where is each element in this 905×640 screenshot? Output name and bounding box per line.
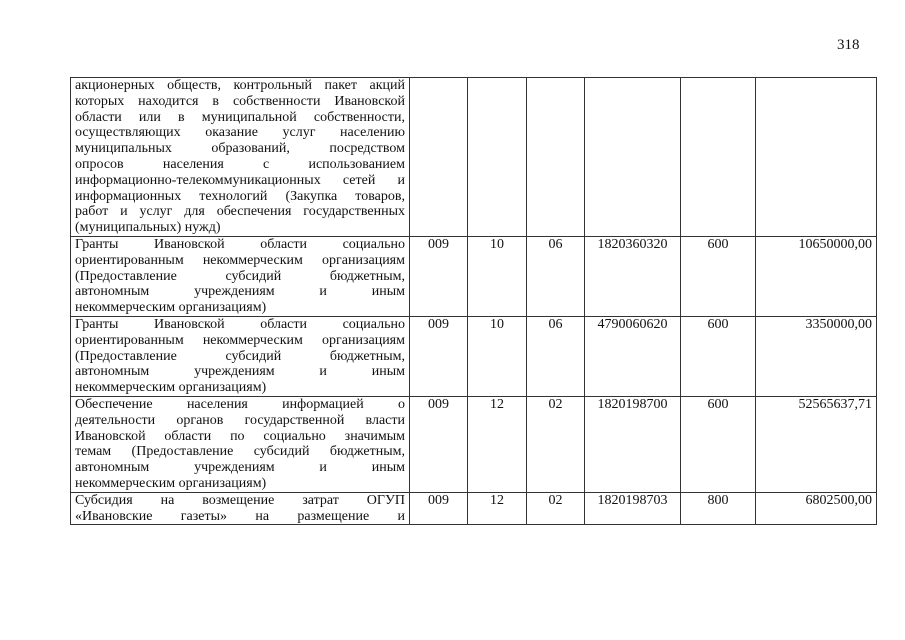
- section-code: 10: [468, 316, 527, 396]
- description-line: информационно-телекоммуникационных сетей и: [75, 172, 405, 188]
- target-article-code: 1820198700: [585, 396, 681, 492]
- subsection-code: [527, 78, 585, 237]
- expense-type-code: [681, 78, 756, 237]
- description-line: темам (Предоставление субсидий бюджетным,: [75, 444, 405, 460]
- description-line: некоммерческим организациям): [75, 380, 267, 396]
- table-row: [71, 78, 877, 237]
- description-line: опросов населения с использованием: [75, 156, 405, 172]
- section-code: 10: [468, 236, 527, 316]
- description-line: работ и услуг для обеспечения государственных: [75, 204, 405, 220]
- budget-table: [70, 77, 877, 525]
- subsection-code: 02: [527, 396, 585, 492]
- description-line: (Предоставление субсидий бюджетным,: [75, 268, 405, 284]
- target-article-code: 1820360320: [585, 236, 681, 316]
- ministry-code: 009: [410, 236, 468, 316]
- ministry-code: 009: [410, 316, 468, 396]
- table-row: [71, 492, 877, 525]
- description-line: осуществляющих оказание услуг населению: [75, 125, 405, 141]
- description-line: акционерных обществ, контрольный пакет акций: [75, 78, 405, 93]
- description-line: которых находится в собственности Ивановской: [75, 93, 405, 109]
- table-row: [71, 236, 877, 316]
- row-description: [71, 316, 410, 396]
- row-description: [71, 236, 410, 316]
- target-article-code: 1820198703: [585, 492, 681, 525]
- amount-value: 6802500,00: [756, 492, 877, 525]
- description-line: ориентированным некоммерческим организациям: [75, 332, 405, 348]
- table-row: [71, 316, 877, 396]
- description-line: автономным учреждениям и иным: [75, 284, 405, 300]
- description-line: (Предоставление субсидий бюджетным,: [75, 348, 405, 364]
- page-number: 318: [837, 37, 860, 53]
- expense-type-code: 800: [681, 492, 756, 525]
- amount-value: 10650000,00: [756, 236, 877, 316]
- row-description: [71, 396, 410, 492]
- description-line: Обеспечение населения информацией о: [75, 396, 405, 412]
- section-code: 12: [468, 396, 527, 492]
- table-row: [71, 396, 877, 492]
- description-line: муниципальных образований, посредством: [75, 141, 405, 157]
- section-code: 12: [468, 492, 527, 525]
- table-body: [71, 78, 877, 525]
- description-line: автономным учреждениям и иным: [75, 460, 405, 476]
- description-line: Гранты Ивановской области социально: [75, 316, 405, 332]
- description-line: некоммерческим организациям): [75, 300, 267, 316]
- target-article-code: [585, 78, 681, 237]
- description-line: Субсидия на возмещение затрат ОГУП: [75, 492, 405, 508]
- expense-type-code: 600: [681, 316, 756, 396]
- amount-value: [756, 78, 877, 237]
- expense-type-code: 600: [681, 396, 756, 492]
- description-line: области или в муниципальной собственности,: [75, 109, 405, 125]
- description-line: ориентированным некоммерческим организациям: [75, 252, 405, 268]
- ministry-code: 009: [410, 492, 468, 525]
- description-line: автономным учреждениям и иным: [75, 364, 405, 380]
- row-description: [71, 78, 410, 237]
- row-description: [71, 492, 410, 525]
- ministry-code: 009: [410, 396, 468, 492]
- description-line: «Ивановские газеты» на размещение и: [75, 508, 405, 524]
- target-article-code: 4790060620: [585, 316, 681, 396]
- subsection-code: 06: [527, 236, 585, 316]
- subsection-code: 02: [527, 492, 585, 525]
- amount-value: 3350000,00: [756, 316, 877, 396]
- section-code: [468, 78, 527, 237]
- description-line: Ивановской области по социально значимым: [75, 428, 405, 444]
- description-line: некоммерческим организациям): [75, 475, 267, 491]
- expense-type-code: 600: [681, 236, 756, 316]
- description-line: деятельности органов государственной власти: [75, 412, 405, 428]
- subsection-code: 06: [527, 316, 585, 396]
- description-line: информационных технологий (Закупка товаров,: [75, 188, 405, 204]
- description-line: Гранты Ивановской области социально: [75, 236, 405, 252]
- ministry-code: [410, 78, 468, 237]
- amount-value: 52565637,71: [756, 396, 877, 492]
- description-line: (муниципальных) нужд): [75, 220, 221, 236]
